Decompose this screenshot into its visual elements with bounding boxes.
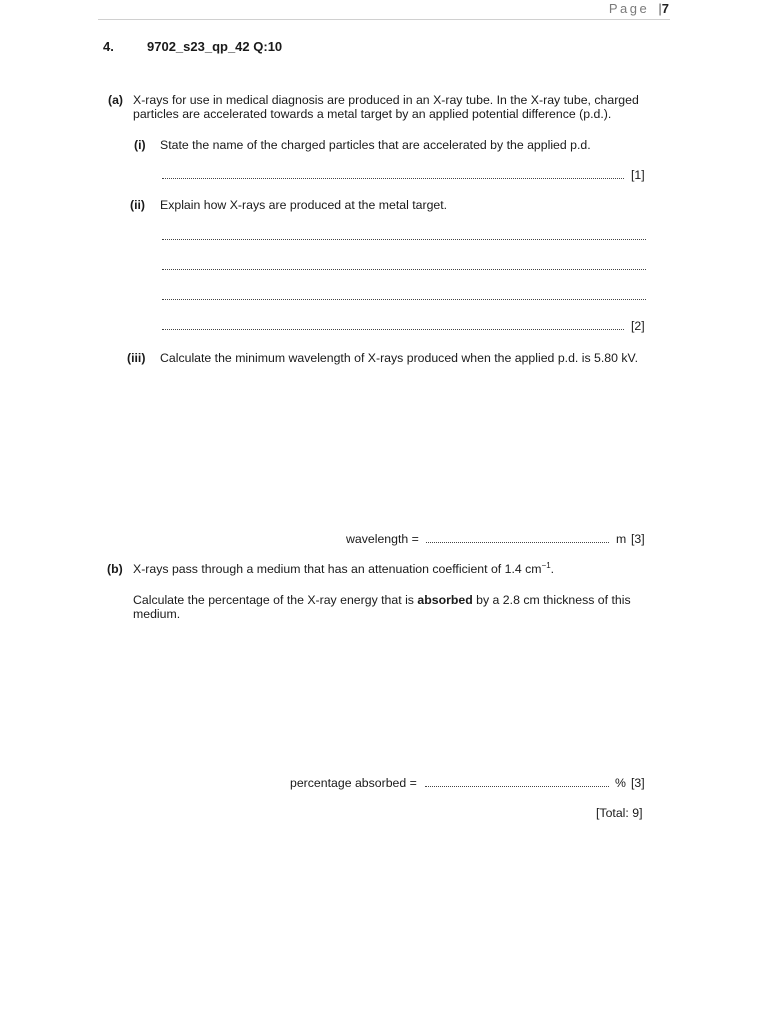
- answer-line-a-ii-4[interactable]: [162, 329, 624, 330]
- page-word: Page: [608, 1, 650, 16]
- percentage-answer-line[interactable]: [425, 786, 609, 787]
- answer-line-a-ii-2[interactable]: [162, 269, 646, 270]
- part-a-i-label: (i): [134, 138, 146, 152]
- page-header: [609, 1, 669, 16]
- header-rule: [98, 19, 670, 20]
- part-a-iii-text: Calculate the minimum wavelength of X-rays produced when the applied p.d. is 5.80 kV.: [160, 351, 639, 365]
- answer-line-a-i[interactable]: [162, 178, 624, 179]
- part-a-ii-mark: [2]: [631, 319, 645, 333]
- part-a-intro-line1: X-rays for use in medical diagnosis are produced in an X-ray tube. In the X-ray tube, charged: [133, 93, 639, 107]
- part-a-i-mark: [1]: [631, 168, 645, 182]
- question-number: 4.: [103, 39, 114, 54]
- part-a-i-text: State the name of the charged particles that are accelerated by the applied p.d.: [160, 138, 591, 152]
- part-b-line1: X-rays pass through a medium that has an attenuation coefficient of 1.4 $cm^{-1}$.: [133, 560, 555, 576]
- part-b-label: (b): [107, 562, 123, 576]
- part-a-ii-label: (ii): [130, 198, 146, 212]
- page-separator: |: [658, 1, 662, 16]
- percentage-answer-label: percentage absorbed =: [290, 776, 417, 790]
- percentage-unit: %: [615, 776, 626, 790]
- wavelength-answer-label: wavelength =: [346, 532, 419, 546]
- answer-line-a-ii-1[interactable]: [162, 239, 646, 240]
- part-b-line3: medium.: [133, 607, 181, 621]
- part-a-iii-label: (iii): [127, 351, 146, 365]
- page-number: 7: [661, 1, 669, 16]
- part-b-mark: [3]: [631, 776, 645, 790]
- total-marks: [Total: 9]: [596, 806, 643, 820]
- answer-line-a-ii-3[interactable]: [162, 299, 646, 300]
- part-a-ii-text: Explain how X-rays are produced at the metal target.: [160, 198, 448, 212]
- wavelength-unit: m: [616, 532, 627, 546]
- wavelength-answer-line[interactable]: [426, 542, 609, 543]
- part-a-label: (a): [108, 93, 124, 107]
- part-b-line2: Calculate the percentage of the X-ray energy that is absorbed by a 2.8 cm thickness of this: [133, 593, 631, 607]
- part-a-iii-mark: [3]: [631, 532, 645, 546]
- part-a-intro-line2: particles are accelerated towards a metal target by an applied potential difference (p.d.).: [133, 107, 612, 121]
- question-title: 9702_s23_qp_42 Q:10: [147, 39, 283, 54]
